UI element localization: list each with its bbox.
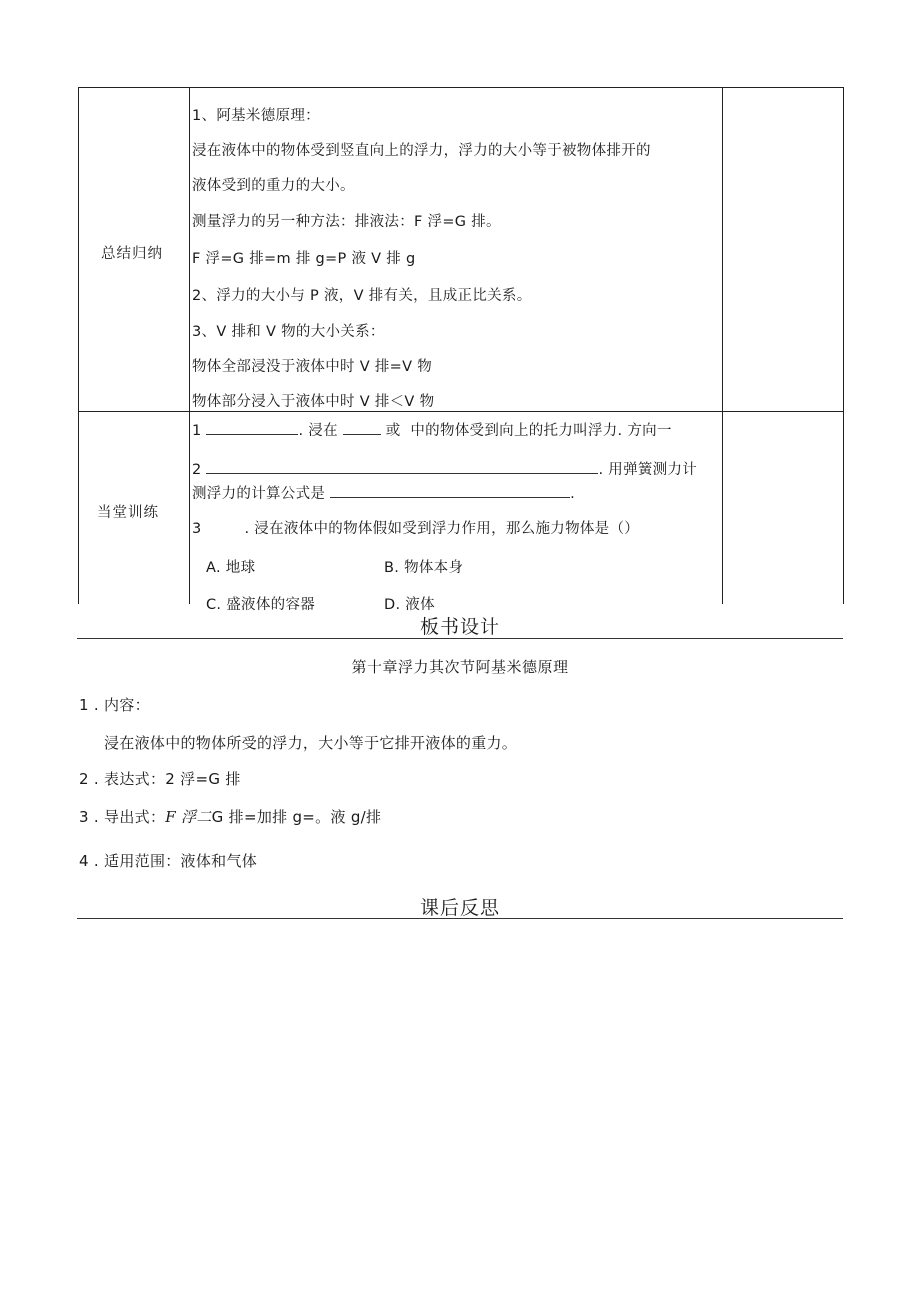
question-text: . 用弹簧测力计 bbox=[598, 462, 698, 478]
question-number: 3 bbox=[192, 521, 202, 537]
lesson-table bbox=[78, 87, 844, 613]
option-c: C. 盛液体的容器 bbox=[206, 597, 316, 613]
board-item-1-text: 浸在液体中的物体所受的浮力，大小等于它排开液体的重力。 bbox=[104, 734, 518, 752]
board-item-2 bbox=[79, 768, 241, 789]
item-number: 1 bbox=[79, 696, 89, 714]
summary-label: 总结归纳 bbox=[101, 246, 163, 262]
question-text: . bbox=[570, 486, 576, 502]
question-text: . 浸在液体中的物体假如受到浮力作用，那么施力物体是（） bbox=[244, 521, 640, 537]
board-heading: 板书设计 bbox=[419, 616, 500, 638]
board-item-1 bbox=[79, 694, 150, 715]
reflection-heading: 课后反思 bbox=[419, 897, 500, 919]
question-3 bbox=[192, 517, 639, 538]
item-number: 2 bbox=[79, 770, 89, 788]
answer-blank bbox=[330, 483, 570, 498]
summary-line: 测量浮力的另一种方法：排液法：F 浮=G 排。 bbox=[192, 214, 501, 230]
item-label: . 适用范围：液体和气体 bbox=[93, 852, 258, 870]
summary-line: F 浮=G 排=m 排 g=P 液 V 排 g bbox=[192, 251, 416, 267]
board-item-3 bbox=[79, 806, 381, 827]
formula-italic: F 浮二 bbox=[165, 808, 212, 826]
question-text: 或 bbox=[385, 423, 401, 439]
answer-blank bbox=[206, 459, 598, 474]
board-item-4 bbox=[79, 850, 257, 871]
table-column-divider bbox=[722, 88, 723, 604]
item-label: . 内容： bbox=[93, 696, 150, 714]
board-subtitle: 第十章浮力其次节阿基米德原理 bbox=[351, 658, 569, 676]
summary-line: 物体全部浸没于液体中时 V 排=V 物 bbox=[192, 359, 433, 375]
table-column-divider bbox=[189, 88, 190, 604]
summary-line: 液体受到的重力的大小。 bbox=[192, 178, 355, 194]
answer-blank bbox=[206, 420, 298, 435]
item-number: 3 bbox=[79, 808, 89, 826]
answer-blank bbox=[343, 420, 381, 435]
summary-line: 1、阿基米德原理： bbox=[192, 108, 320, 124]
question-text: 测浮力的计算公式是 bbox=[192, 486, 326, 502]
practice-content bbox=[192, 415, 720, 613]
question-number: 2 bbox=[192, 462, 202, 478]
section-rule bbox=[77, 638, 843, 639]
question-2 bbox=[192, 458, 697, 479]
option-b: B. 物体本身 bbox=[384, 560, 464, 576]
section-rule bbox=[77, 918, 843, 919]
item-number: 4 bbox=[79, 852, 89, 870]
question-2-continued bbox=[192, 482, 575, 503]
option-a: A. 地球 bbox=[206, 560, 256, 576]
practice-label: 当堂训练 bbox=[97, 505, 159, 521]
summary-line: 2、浮力的大小与 P 液，V 排有关，且成正比关系。 bbox=[192, 288, 532, 304]
question-1 bbox=[192, 419, 672, 440]
summary-line: 3、V 排和 V 物的大小关系： bbox=[192, 324, 385, 340]
formula-text: G 排=加排 g=。液 g/排 bbox=[211, 808, 382, 826]
question-text: 中的物体受到向上的托力叫浮力. 方向一 bbox=[410, 423, 672, 439]
item-label: . 导出式： bbox=[93, 808, 166, 826]
question-text: . 浸在 bbox=[298, 423, 338, 439]
summary-line: 物体部分浸入于液体中时 V 排＜V 物 bbox=[192, 394, 435, 410]
question-number: 1 bbox=[192, 423, 202, 439]
option-d: D. 液体 bbox=[384, 597, 435, 613]
table-row-divider bbox=[79, 411, 843, 412]
item-label: . 表达式：2 浮=G 排 bbox=[93, 770, 241, 788]
summary-line: 浸在液体中的物体受到竖直向上的浮力，浮力的大小等于被物体排开的 bbox=[192, 143, 651, 159]
